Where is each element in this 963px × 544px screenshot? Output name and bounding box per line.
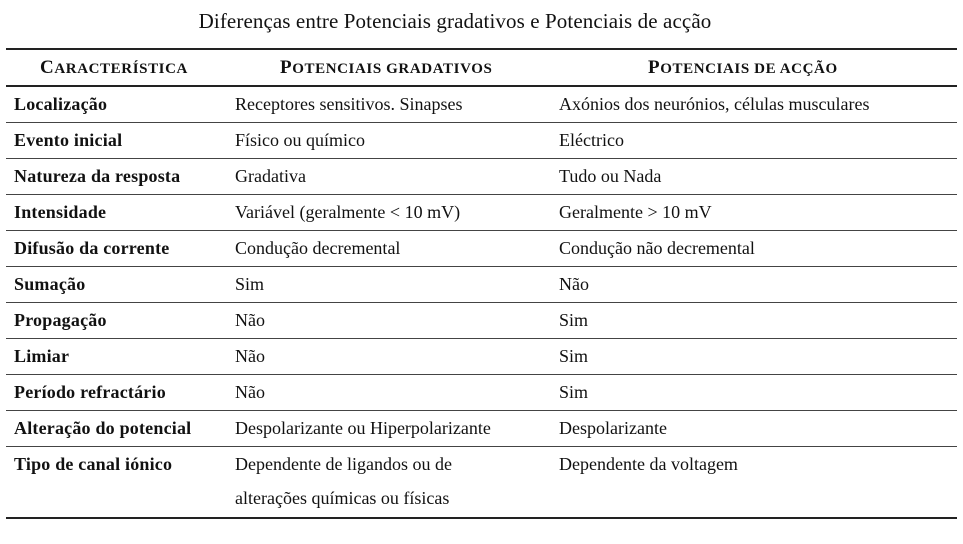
table-row	[6, 86, 957, 122]
graded-value: Condução decremental	[235, 237, 401, 258]
graded-value: Despolarizante ou Hiperpolarizante	[235, 417, 491, 438]
graded-value: Físico ou químico	[235, 129, 365, 150]
table-row	[6, 122, 957, 158]
graded-value	[228, 446, 552, 518]
table-row	[6, 194, 957, 230]
header-gradativos-initial: P	[280, 56, 293, 78]
table-title: Diferenças entre Potenciais gradativos e Potenciais de acção	[198, 9, 712, 33]
action-value: Não	[559, 273, 589, 294]
comparison-table	[6, 48, 957, 519]
action-value: Eléctrico	[559, 129, 624, 150]
row-label: Período refractário	[14, 381, 166, 402]
action-value: Sim	[559, 345, 589, 366]
action-value: Despolarizante	[559, 417, 667, 438]
table-row	[6, 230, 957, 266]
graded-value: Variável (geralmente < 10 mV)	[235, 201, 461, 222]
header-potenciais-de-accao	[552, 49, 957, 86]
table-row	[6, 374, 957, 410]
table-row	[6, 158, 957, 194]
table-row	[6, 266, 957, 302]
row-label: Limiar	[14, 345, 70, 366]
row-label: Natureza da resposta	[14, 165, 181, 186]
comparison-table-container	[6, 48, 957, 519]
graded-value: Gradativa	[235, 165, 306, 186]
header-accao-rest: OTENCIAIS DE ACÇÃO	[660, 60, 838, 77]
header-gradativos-rest: OTENCIAIS GRADATIVOS	[292, 60, 493, 77]
action-value: Geralmente > 10 mV	[559, 201, 712, 222]
table-row	[6, 338, 957, 374]
row-label: Intensidade	[14, 201, 107, 222]
table-header	[6, 49, 957, 86]
action-value: Sim	[559, 309, 589, 330]
table-row	[6, 302, 957, 338]
graded-value-line: Dependente de ligandos ou de	[235, 453, 452, 474]
graded-value: Sim	[235, 273, 265, 294]
table-body	[6, 86, 957, 518]
header-accao-initial: P	[648, 56, 661, 78]
graded-value: Não	[235, 381, 265, 402]
table-row	[6, 410, 957, 446]
header-caracteristica	[6, 49, 228, 86]
graded-value: Não	[235, 345, 265, 366]
row-label: Alteração do potencial	[14, 417, 192, 438]
row-label: Evento inicial	[14, 129, 123, 150]
row-label: Tipo de canal iónico	[14, 453, 173, 474]
graded-value: Não	[235, 309, 265, 330]
row-label: Difusão da corrente	[14, 237, 170, 258]
header-caracteristica-initial: C	[40, 56, 55, 78]
action-value: Condução não decremental	[559, 237, 755, 258]
header-row	[6, 49, 957, 86]
row-label: Propagação	[14, 309, 107, 330]
action-value: Axónios dos neurónios, células musculares	[559, 94, 870, 114]
action-value: Tudo ou Nada	[559, 165, 662, 186]
graded-value-line: alterações químicas ou físicas	[235, 487, 450, 508]
action-value: Dependente da voltagem	[559, 453, 738, 474]
table-row	[6, 446, 957, 518]
graded-value: Receptores sensitivos. Sinapses	[235, 94, 463, 114]
header-potenciais-gradativos	[228, 49, 552, 86]
header-caracteristica-rest: ARACTERÍSTICA	[54, 60, 188, 77]
row-label: Localização	[14, 94, 108, 114]
row-label: Sumação	[14, 273, 86, 294]
action-value: Sim	[559, 381, 589, 402]
